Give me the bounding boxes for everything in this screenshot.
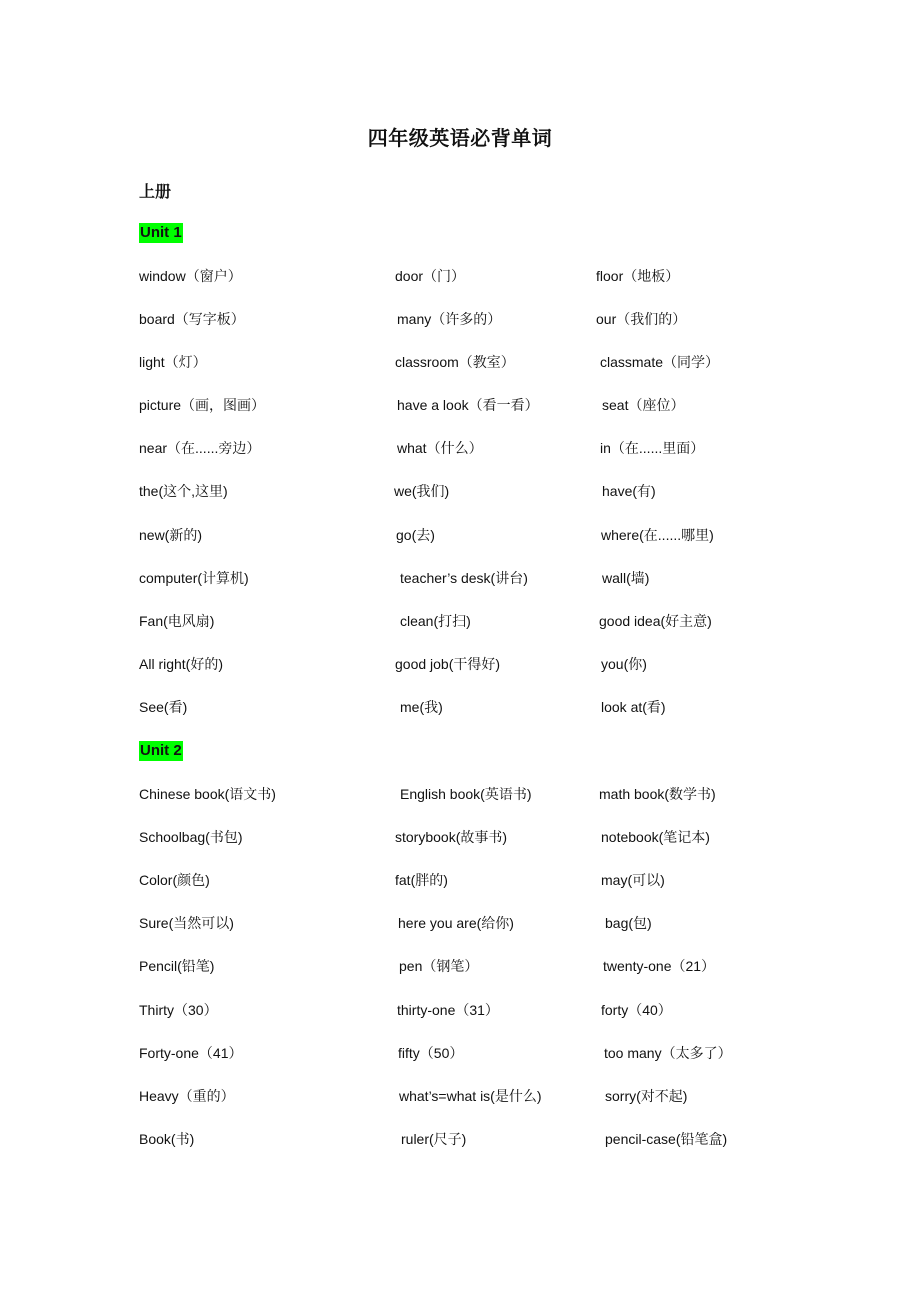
vocab-item: me(我): [400, 699, 443, 715]
vocab-row: [0, 697, 920, 717]
vocab-item: computer(计算机): [139, 570, 249, 586]
vocab-item: good job(干得好): [395, 656, 501, 672]
vocab-item: may(可以): [601, 872, 665, 888]
vocab-item: math book(数学书): [599, 786, 716, 802]
vocab-item: Color(颜色): [139, 872, 210, 888]
vocab-item: Pencil(铅笔): [139, 958, 215, 974]
vocab-item: classroom（教室）: [395, 354, 515, 370]
vocab-item: the(这个,这里): [139, 483, 228, 499]
vocab-item: window（窗户）: [139, 268, 242, 284]
vocab-item: storybook(故事书): [395, 829, 508, 845]
vocab-item: forty（40）: [601, 1002, 672, 1018]
vocab-item: English book(英语书): [400, 786, 532, 802]
vocab-item: door（门）: [395, 268, 466, 284]
vocab-item: notebook(笔记本): [601, 829, 710, 845]
vocab-item: See(看): [139, 699, 188, 715]
vocab-item: Forty-one（41）: [139, 1045, 243, 1061]
vocab-item: Sure(当然可以): [139, 915, 234, 931]
vocab-row: [0, 1086, 920, 1106]
vocab-item: here you are(给你): [398, 915, 514, 931]
vocab-row: [0, 525, 920, 545]
vocab-item: wall(墙): [602, 570, 650, 586]
vocab-row: [0, 1043, 920, 1063]
unit-2-heading: [139, 740, 183, 762]
vocab-row: [0, 870, 920, 890]
vocab-item: light（灯）: [139, 354, 207, 370]
vocab-item: good idea(好主意): [599, 613, 712, 629]
vocab-item: bag(包): [605, 915, 652, 931]
vocab-item: teacher’s desk(讲台): [400, 570, 528, 586]
vocab-row: [0, 654, 920, 674]
vocab-row: [0, 568, 920, 588]
vocab-row: [0, 784, 920, 804]
vocab-item: ruler(尺子): [401, 1131, 467, 1147]
vocab-item: Chinese book(语文书): [139, 786, 276, 802]
vocab-item: pen（钢笔）: [399, 958, 479, 974]
vocab-item: new(新的): [139, 527, 203, 543]
page-title: 四年级英语必背单词: [367, 126, 553, 150]
vocab-item: All right(好的): [139, 656, 224, 672]
vocab-item: Schoolbag(书包): [139, 829, 243, 845]
vocab-row: [0, 827, 920, 847]
vocab-row: [0, 1129, 920, 1149]
vocab-item: sorry(对不起): [605, 1088, 688, 1104]
vocab-item: pencil-case(铅笔盒): [605, 1131, 728, 1147]
vocab-row: [0, 309, 920, 329]
vocab-row: [0, 266, 920, 286]
vocab-item: go(去): [396, 527, 435, 543]
vocab-item: in（在......里面）: [600, 440, 705, 456]
unit-2-heading-label: Unit 2: [140, 742, 182, 759]
vocab-item: our（我们的）: [596, 311, 687, 327]
vocab-row: [0, 956, 920, 976]
vocab-item: fifty（50）: [398, 1045, 464, 1061]
vocab-row: [0, 913, 920, 933]
vocab-item: floor（地板）: [596, 268, 680, 284]
vocab-item: near（在......旁边）: [139, 440, 261, 456]
vocab-row: [0, 1000, 920, 1020]
vocab-item: Book(书): [139, 1131, 195, 1147]
vocab-item: classmate（同学）: [600, 354, 720, 370]
vocab-item: Heavy（重的）: [139, 1088, 235, 1104]
vocab-row: [0, 352, 920, 372]
vocab-item: have(有): [602, 483, 656, 499]
vocab-row: [0, 611, 920, 631]
vocab-item: you(你): [601, 656, 647, 672]
vocab-row: [0, 481, 920, 501]
vocab-item: where(在......哪里): [601, 527, 714, 543]
vocab-row: [0, 438, 920, 458]
unit-1-heading: [139, 222, 183, 244]
vocab-row: [0, 395, 920, 415]
vocab-item: what’s=what is(是什么): [399, 1088, 542, 1104]
unit-1-heading-label: Unit 1: [140, 224, 182, 241]
vocab-item: have a look（看一看）: [397, 397, 539, 413]
vocab-item: many（许多的）: [397, 311, 502, 327]
vocab-item: what（什么）: [397, 440, 483, 456]
vocab-item: look at(看): [601, 699, 666, 715]
vocab-item: twenty-one（21）: [603, 958, 716, 974]
vocab-item: Thirty（30）: [139, 1002, 218, 1018]
vocab-item: clean(打扫): [400, 613, 471, 629]
vocab-item: fat(胖的): [395, 872, 448, 888]
section-heading: 上册: [139, 182, 172, 201]
vocab-item: Fan(电风扇): [139, 613, 215, 629]
vocab-item: seat（座位）: [602, 397, 685, 413]
vocab-item: board（写字板）: [139, 311, 245, 327]
vocab-item: thirty-one（31）: [397, 1002, 499, 1018]
vocab-item: picture（画，图画）: [139, 397, 266, 413]
vocab-item: we(我们): [394, 483, 450, 499]
vocab-item: too many（太多了）: [604, 1045, 732, 1061]
